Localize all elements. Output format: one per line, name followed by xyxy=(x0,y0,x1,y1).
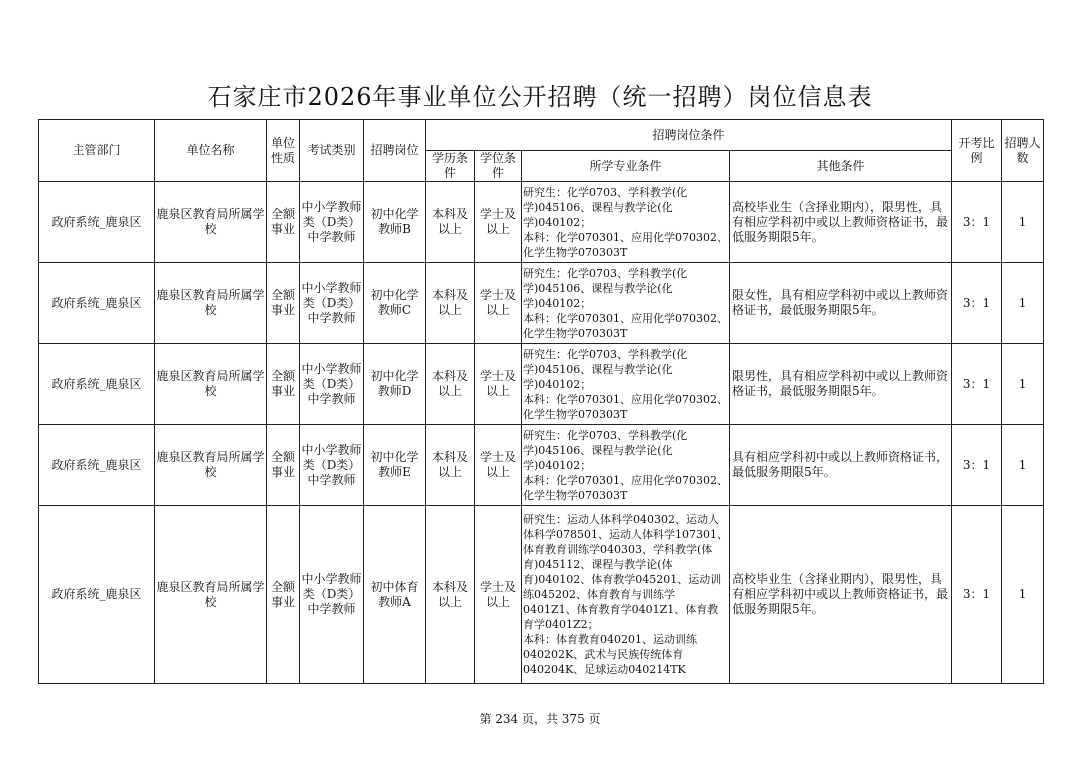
other-cell: 高校毕业生（含择业期内），限男性，具有相应学科初中或以上教师资格证书，最低服务期限5年。 xyxy=(730,506,952,684)
ratio-cell: 3：1 xyxy=(952,506,1002,684)
nature-cell: 全额事业 xyxy=(267,344,300,425)
ratio-cell: 3：1 xyxy=(952,425,1002,506)
dept-cell: 政府系统_鹿泉区 xyxy=(39,182,155,263)
post-cell: 初中化学教师C xyxy=(364,263,426,344)
exam-cell: 中小学教师类（D类）中学教师 xyxy=(300,344,364,425)
edu-cell: 本科及以上 xyxy=(426,182,475,263)
degree-cell: 学士及以上 xyxy=(475,344,522,425)
header-post: 招聘岗位 xyxy=(364,120,426,182)
nature-cell: 全额事业 xyxy=(267,182,300,263)
table-row xyxy=(39,182,1044,263)
edu-cell: 本科及以上 xyxy=(426,344,475,425)
dept-cell: 政府系统_鹿泉区 xyxy=(39,425,155,506)
post-cell: 初中化学教师B xyxy=(364,182,426,263)
page-number: 第 234 页，共 375 页 xyxy=(479,712,601,726)
exam-cell: 中小学教师类（D类）中学教师 xyxy=(300,263,364,344)
header-exam: 考试类别 xyxy=(300,120,364,182)
header-conditions: 招聘岗位条件 xyxy=(426,120,952,151)
table-row xyxy=(39,506,1044,684)
table-row xyxy=(39,263,1044,344)
header-ratio: 开考比例 xyxy=(952,120,1002,182)
post-cell: 初中化学教师E xyxy=(364,425,426,506)
other-cell: 高校毕业生（含择业期内），限男性，具有相应学科初中或以上教师资格证书，最低服务期限5年。 xyxy=(730,182,952,263)
edu-cell: 本科及以上 xyxy=(426,506,475,684)
header-nature: 单位性质 xyxy=(267,120,300,182)
exam-cell: 中小学教师类（D类）中学教师 xyxy=(300,506,364,684)
nature-cell: 全额事业 xyxy=(267,263,300,344)
nature-cell: 全额事业 xyxy=(267,425,300,506)
major-cell: 研究生：运动人体科学040302、运动人体科学078501、运动人体科学107301、体育教育训练学040303、学科教学(体育)045112、课程与教学论(体育)040102、体育教学045201、运动训练045202、体育教育与训练学0401Z1、体育教育学0401Z1、体育教育学0401Z2； 本科：体育教育040201、运动训练040202K、武术与民族传统体育040204K、足球运动040214TK xyxy=(522,506,730,684)
header-count: 招聘人数 xyxy=(1002,120,1044,182)
table-row xyxy=(39,344,1044,425)
other-cell: 具有相应学科初中或以上教师资格证书，最低服务期限5年。 xyxy=(730,425,952,506)
header-edu: 学历条件 xyxy=(426,151,475,182)
exam-cell: 中小学教师类（D类）中学教师 xyxy=(300,182,364,263)
post-cell: 初中体育教师A xyxy=(364,506,426,684)
unit-cell: 鹿泉区教育局所属学校 xyxy=(155,263,267,344)
count-cell: 1 xyxy=(1002,506,1044,684)
edu-cell: 本科及以上 xyxy=(426,263,475,344)
header-degree: 学位条件 xyxy=(475,151,522,182)
degree-cell: 学士及以上 xyxy=(475,263,522,344)
dept-cell: 政府系统_鹿泉区 xyxy=(39,506,155,684)
dept-cell: 政府系统_鹿泉区 xyxy=(39,263,155,344)
post-cell: 初中化学教师D xyxy=(364,344,426,425)
count-cell: 1 xyxy=(1002,182,1044,263)
other-cell: 限男性，具有相应学科初中或以上教师资格证书，最低服务期限5年。 xyxy=(730,344,952,425)
unit-cell: 鹿泉区教育局所属学校 xyxy=(155,425,267,506)
unit-cell: 鹿泉区教育局所属学校 xyxy=(155,506,267,684)
unit-cell: 鹿泉区教育局所属学校 xyxy=(155,344,267,425)
count-cell: 1 xyxy=(1002,425,1044,506)
job-table xyxy=(38,119,1044,684)
ratio-cell: 3：1 xyxy=(952,182,1002,263)
page-title: 石家庄市2026年事业单位公开招聘（统一招聘）岗位信息表 xyxy=(207,83,873,111)
other-cell: 限女性，具有相应学科初中或以上教师资格证书，最低服务期限5年。 xyxy=(730,263,952,344)
table-row xyxy=(39,425,1044,506)
edu-cell: 本科及以上 xyxy=(426,425,475,506)
ratio-cell: 3：1 xyxy=(952,344,1002,425)
degree-cell: 学士及以上 xyxy=(475,182,522,263)
count-cell: 1 xyxy=(1002,344,1044,425)
major-cell: 研究生：化学0703、学科教学(化学)045106、课程与教学论(化学)040102； 本科：化学070301、应用化学070302、化学生物学070303T xyxy=(522,344,730,425)
header-major: 所学专业条件 xyxy=(522,151,730,182)
header-unit: 单位名称 xyxy=(155,120,267,182)
ratio-cell: 3：1 xyxy=(952,263,1002,344)
nature-cell: 全额事业 xyxy=(267,506,300,684)
unit-cell: 鹿泉区教育局所属学校 xyxy=(155,182,267,263)
major-cell: 研究生：化学0703、学科教学(化学)045106、课程与教学论(化学)040102； 本科：化学070301、应用化学070302、化学生物学070303T xyxy=(522,182,730,263)
degree-cell: 学士及以上 xyxy=(475,425,522,506)
exam-cell: 中小学教师类（D类）中学教师 xyxy=(300,425,364,506)
major-cell: 研究生：化学0703、学科教学(化学)045106、课程与教学论(化学)040102； 本科：化学070301、应用化学070302、化学生物学070303T xyxy=(522,263,730,344)
dept-cell: 政府系统_鹿泉区 xyxy=(39,344,155,425)
degree-cell: 学士及以上 xyxy=(475,506,522,684)
major-cell: 研究生：化学0703、学科教学(化学)045106、课程与教学论(化学)040102； 本科：化学070301、应用化学070302、化学生物学070303T xyxy=(522,425,730,506)
count-cell: 1 xyxy=(1002,263,1044,344)
header-other: 其他条件 xyxy=(730,151,952,182)
header-dept: 主管部门 xyxy=(39,120,155,182)
